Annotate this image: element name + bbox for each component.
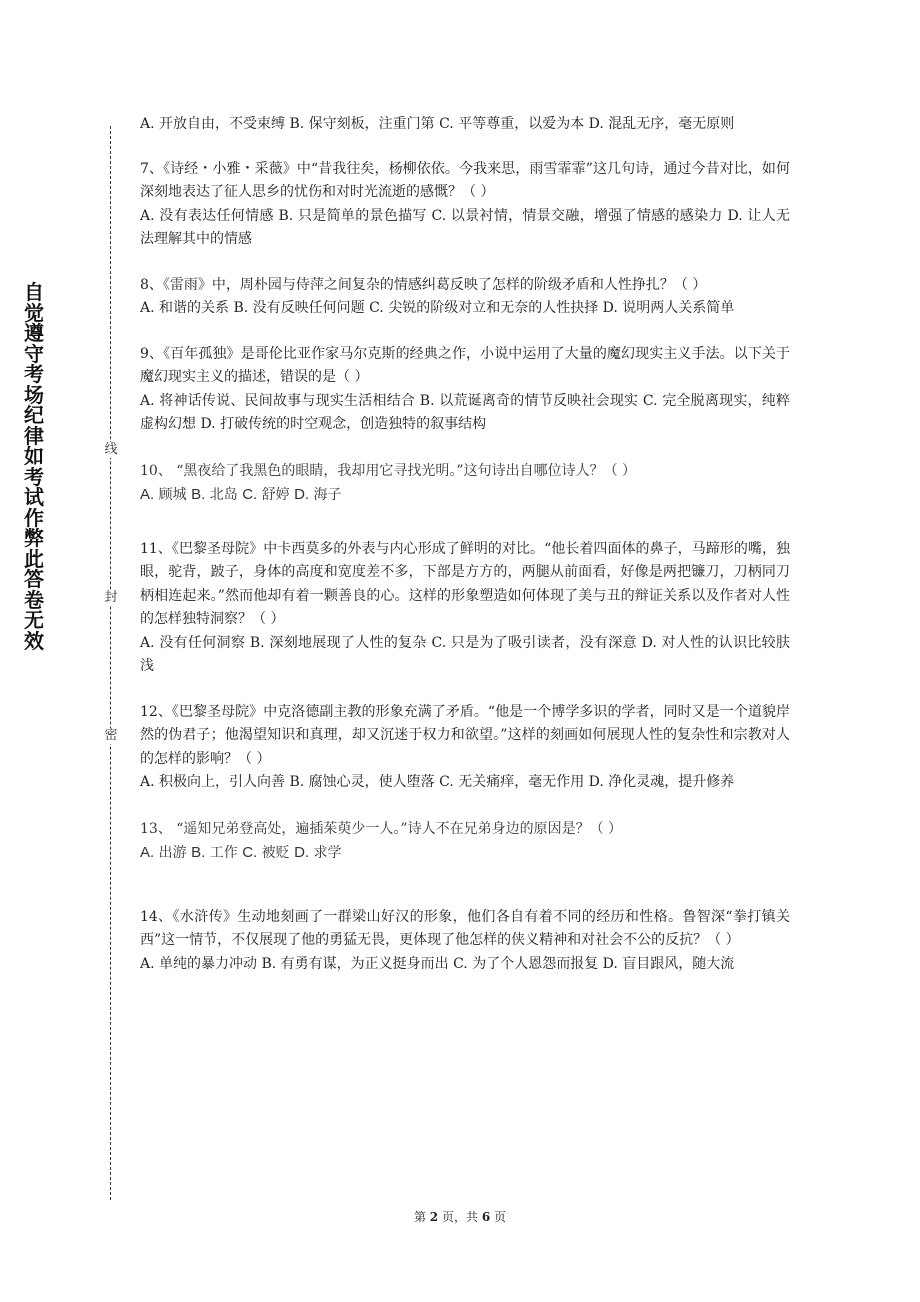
warning-char: 觉 [24,300,44,325]
question-options [140,483,790,508]
warning-char: 考 [24,464,44,489]
binding-mark-mi: 密 [104,728,118,743]
question-stem: 14、《水浒传》生动地刻画了一群梁山好汉的形象，他们各自有着不同的经历和性格。鲁智深“拳打镇关西”这一情节，不仅展现了他的勇猛无畏，更体现了他怎样的侠义精神和对社会不公的反抗？（ ） [140,908,790,948]
warning-char: 作 [24,505,44,530]
question-13 [140,818,790,866]
footer-middle: 页，共 [441,1210,478,1224]
question-stem: 13、 “遥知兄弟登高处，遍插茱萸少一人。”诗人不在兄弟身边的原因是？（ ） [140,820,623,837]
question-list [140,113,790,976]
binding-mark-xian: 线 [104,442,118,457]
question-11 [140,538,790,679]
option-d-text: 求学 [313,845,342,861]
warning-char: 此 [24,546,44,571]
option-c-letter: C. [242,486,258,503]
option-b-letter: B. [191,844,206,861]
question-options: A. 没有表达任何情感 B. 只是简单的景色描写 C. 以景衬情，情景交融，增强了情感的感染力 D. 让人无法理解其中的情感 [140,207,790,247]
question-stem: 9、《百年孤独》是哥伦比亚作家马尔克斯的经典之作，小说中运用了大量的魔幻现实主义手法。以下关于魔幻现实主义的描述，错误的是（ ） [140,345,790,385]
warning-char: 守 [24,341,44,366]
warning-char: 无 [24,608,44,632]
question-stem: 11、《巴黎圣母院》中卡西莫多的外表与内心形成了鲜明的对比。“他长着四面体的鼻子，马蹄形的嘴，独眼，驼背，跛子，身体的高度和宽度差不多，下部是方方的，两腿从前面看，好像是两把镰刀，刀柄同刀柄相连起来。”然而他却有着一颗善良的心。这样的形象塑造如何体现了美与丑的辩证关系以及作者对人性的怎样独特洞察？（ ） [140,540,790,627]
warning-char: 场 [24,382,44,407]
option-b-text: 工作 [209,845,238,861]
question-7 [140,158,790,252]
warning-char: 答 [24,567,44,591]
question-12 [140,701,790,795]
question-stem: 8、《雷雨》中，周朴园与侍萍之间复杂的情感纠葛反映了怎样的阶级矛盾和人性挣扎？（ ） [140,276,707,293]
question-6-continued [140,113,790,137]
option-a-letter: A. [140,486,155,503]
question-options [140,841,790,866]
question-stem: 10、 “黑夜给了我黑色的眼睛，我却用它寻找光明。”这句诗出自哪位诗人？（ ） [140,462,637,479]
warning-char: 考 [24,362,44,386]
option-d-text: 海子 [313,487,342,503]
option-d-letter: D. [294,486,310,503]
option-a-text: 出游 [158,845,187,861]
question-stem: 12、《巴黎圣母院》中克洛德副主教的形象充满了矛盾。“他是一个博学多识的学者，同时又是一个道貌岸然的伪君子；他渴望知识和真理，却又沉迷于权力和欲望。”这样的刻画如何展现人性的复杂性和宗教对人的怎样的影响？（ ） [140,703,790,767]
exam-discipline-warning [20,282,48,651]
question-options: A. 开放自由，不受束缚 B. 保守刻板，注重门第 C. 平等尊重，以爱为本 D. 混乱无序，毫无原则 [140,116,735,132]
question-14 [140,906,790,977]
binding-dashed-line [110,126,111,1200]
warning-char: 试 [24,485,44,509]
question-8 [140,274,790,321]
question-options: A. 将神话传说、民间故事与现实生活相结合 B. 以荒诞离奇的情节反映社会现实 C. 完全脱离现实，纯粹虚构幻想 D. 打破传统的时空观念，创造独特的叙事结构 [140,392,790,432]
total-page-count: 6 [481,1210,491,1224]
option-b-letter: B. [191,486,206,503]
warning-char: 卷 [24,587,44,612]
footer-suffix: 页 [494,1210,507,1224]
page-footer [0,1208,920,1225]
option-c-text: 舒婷 [261,487,290,503]
footer-prefix: 第 [413,1210,426,1224]
question-options: A. 没有任何洞察 B. 深刻地展现了人性的复杂 C. 只是为了吸引读者，没有深意 D. 对人性的认识比较肤浅 [140,634,790,674]
question-options: A. 积极向上，引人向善 B. 腐蚀心灵，使人堕落 C. 无关痛痒，毫无作用 D. 净化灵魂，提升修养 [140,774,735,790]
option-c-letter: C. [242,844,258,861]
option-d-letter: D. [294,844,310,861]
current-page-number: 2 [429,1210,439,1224]
warning-char: 效 [24,628,44,653]
warning-char: 弊 [24,526,44,550]
question-stem: 7、《诗经・小雅・采薇》中“昔我往矣，杨柳依依。今我来思，雨雪霏霏”这几句诗，通过今昔对比，如何深刻地表达了征人思乡的忧伤和对时光流逝的感慨？（ ） [140,160,790,200]
warning-char: 遵 [24,321,44,345]
question-options: A. 单纯的暴力冲动 B. 有勇有谋，为正义挺身而出 C. 为了个人恩怨而报复 D. 盲目跟风，随大流 [140,955,735,972]
warning-char: 纪 [24,403,44,427]
option-c-text: 被贬 [261,845,290,861]
binding-mark-feng: 封 [104,590,118,605]
question-options: A. 和谐的关系 B. 没有反映任何问题 C. 尖锐的阶级对立和无奈的人性抉择 D. 说明两人关系简单 [140,300,735,316]
warning-char: 律 [24,423,44,448]
option-a-text: 顾城 [158,487,187,503]
question-9 [140,343,790,437]
warning-char: 自 [24,280,44,304]
question-10 [140,460,790,508]
warning-char: 如 [24,444,44,468]
option-b-text: 北岛 [209,487,238,503]
option-a-letter: A. [140,844,155,861]
